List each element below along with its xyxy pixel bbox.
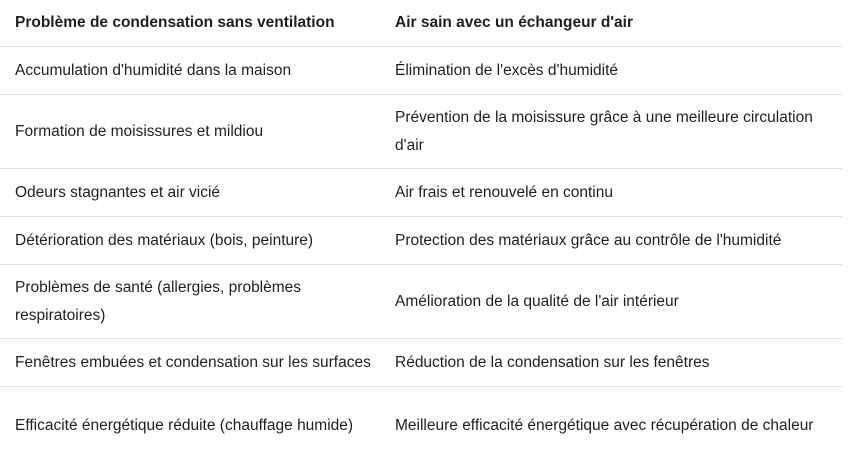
solution-cell: Meilleure efficacité énergétique avec récupération de chaleur [395,416,814,434]
table-row [0,217,842,265]
problem-cell: Fenêtres embuées et condensation sur les surfaces [15,353,371,371]
solution-cell: Élimination de l'excès d'humidité [395,61,619,79]
problem-cell: Accumulation d'humidité dans la maison [15,61,292,79]
solution-cell: Réduction de la condensation sur les fenêtres [395,353,710,371]
table-row [0,339,842,387]
problem-cell: Formation de moisissures et mildiou [15,122,264,140]
table-row [0,265,842,339]
table-row [0,169,842,217]
problem-cell: Problèmes de santé (allergies, problèmes respiratoires) [15,278,302,324]
table-header-row [0,0,842,47]
column-header-solution: Air sain avec un échangeur d'air [395,14,633,31]
solution-cell: Amélioration de la qualité de l'air intérieur [395,292,679,310]
column-header-problem: Problème de condensation sans ventilation [15,14,335,31]
solution-cell: Prévention de la moisissure grâce à une meilleure circulation d'air [395,108,813,154]
problem-cell: Efficacité énergétique réduite (chauffage humide) [15,416,354,434]
table-row [0,47,842,95]
solution-cell: Protection des matériaux grâce au contrôle de l'humidité [395,231,782,249]
problem-cell: Détérioration des matériaux (bois, peinture) [15,231,314,249]
problem-cell: Odeurs stagnantes et air vicié [15,183,221,201]
table-row [0,95,842,169]
solution-cell: Air frais et renouvelé en continu [395,183,613,201]
table-row [0,387,842,464]
